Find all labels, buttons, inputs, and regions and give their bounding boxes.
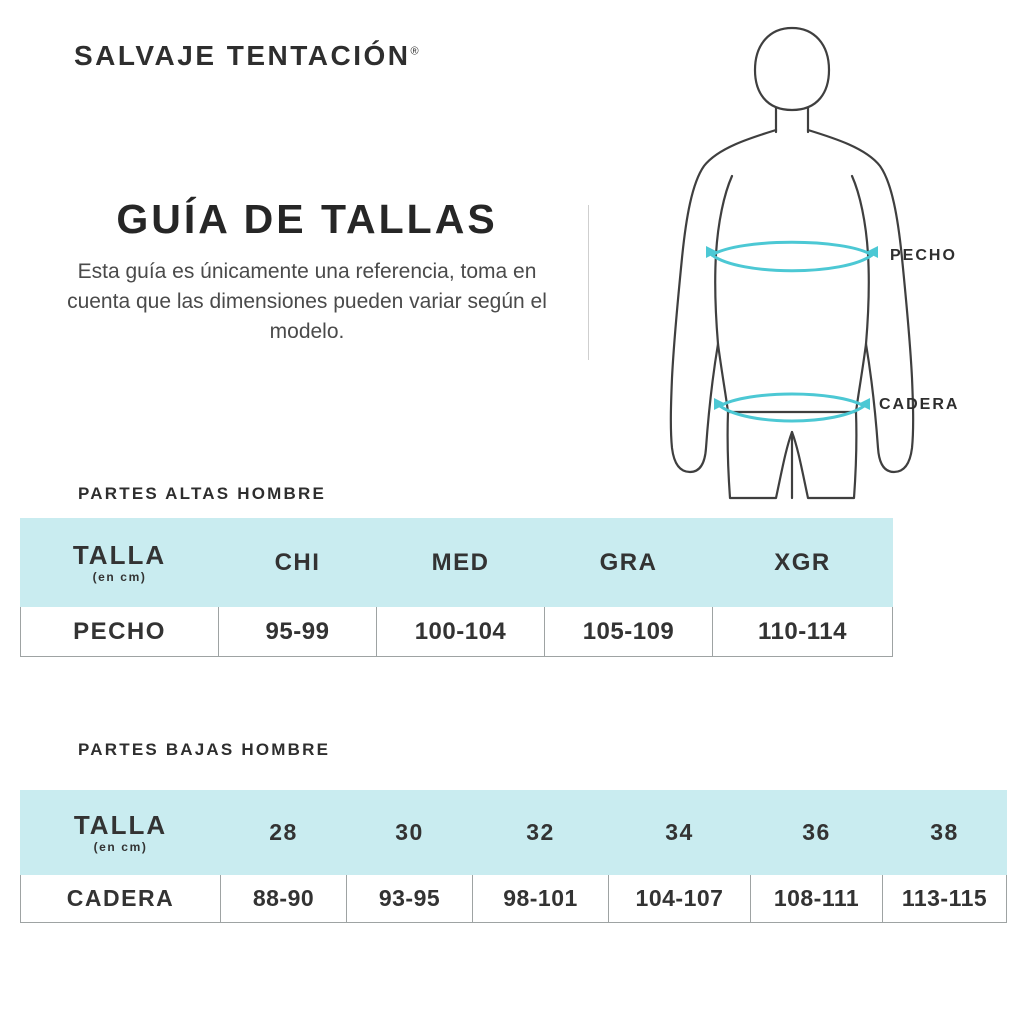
lower-value-36: 108-111 bbox=[751, 875, 883, 923]
upper-header-talla-text: TALLA bbox=[72, 539, 167, 570]
lower-row-label-cadera: CADERA bbox=[21, 875, 221, 923]
upper-size-table bbox=[20, 518, 893, 657]
hip-label: CADERA bbox=[879, 396, 960, 413]
lower-value-28: 88-90 bbox=[221, 875, 347, 923]
upper-size-med: MED bbox=[377, 519, 545, 607]
table-row bbox=[21, 519, 893, 607]
upper-header-talla bbox=[21, 519, 219, 607]
lower-size-36: 36 bbox=[751, 791, 883, 875]
lower-size-32: 32 bbox=[473, 791, 609, 875]
upper-header-unit: (en cm) bbox=[92, 569, 147, 584]
section-title-upper: PARTES ALTAS HOMBRE bbox=[78, 484, 326, 503]
lower-size-34: 34 bbox=[609, 791, 751, 875]
upper-size-xgr: XGR bbox=[713, 519, 893, 607]
body-outline-svg bbox=[600, 8, 1024, 528]
section-title-lower: PARTES BAJAS HOMBRE bbox=[78, 740, 331, 759]
lower-header-talla-text: TALLA bbox=[73, 809, 168, 840]
page-title: GUÍA DE TALLAS bbox=[116, 196, 498, 242]
lower-header-talla bbox=[21, 791, 221, 875]
lower-value-38: 113-115 bbox=[883, 875, 1007, 923]
lower-value-32: 98-101 bbox=[473, 875, 609, 923]
lower-size-30: 30 bbox=[347, 791, 473, 875]
lower-size-table bbox=[20, 790, 1007, 923]
upper-size-chi: CHI bbox=[219, 519, 377, 607]
male-body-figure bbox=[600, 8, 1024, 528]
lower-value-30: 93-95 bbox=[347, 875, 473, 923]
lower-header-unit: (en cm) bbox=[93, 839, 148, 854]
trademark-symbol: ® bbox=[410, 45, 419, 58]
intro-text: Esta guía es únicamente una referencia, toma en cuenta que las dimensiones pueden variar según el modelo. bbox=[67, 260, 547, 343]
upper-value-chi: 95-99 bbox=[219, 607, 377, 657]
upper-size-gra: GRA bbox=[545, 519, 713, 607]
lower-value-34: 104-107 bbox=[609, 875, 751, 923]
chest-label: PECHO bbox=[890, 247, 957, 264]
vertical-divider bbox=[588, 205, 589, 360]
brand-logo bbox=[74, 40, 419, 72]
lower-size-28: 28 bbox=[221, 791, 347, 875]
upper-value-med: 100-104 bbox=[377, 607, 545, 657]
upper-value-xgr: 110-114 bbox=[713, 607, 893, 657]
upper-value-gra: 105-109 bbox=[545, 607, 713, 657]
upper-row-label-pecho: PECHO bbox=[21, 607, 219, 657]
intro-block bbox=[58, 196, 556, 346]
table-row bbox=[21, 875, 1007, 923]
brand-name: SALVAJE TENTACIÓN bbox=[74, 40, 411, 71]
table-row bbox=[21, 607, 893, 657]
lower-size-38: 38 bbox=[883, 791, 1007, 875]
table-row bbox=[21, 791, 1007, 875]
